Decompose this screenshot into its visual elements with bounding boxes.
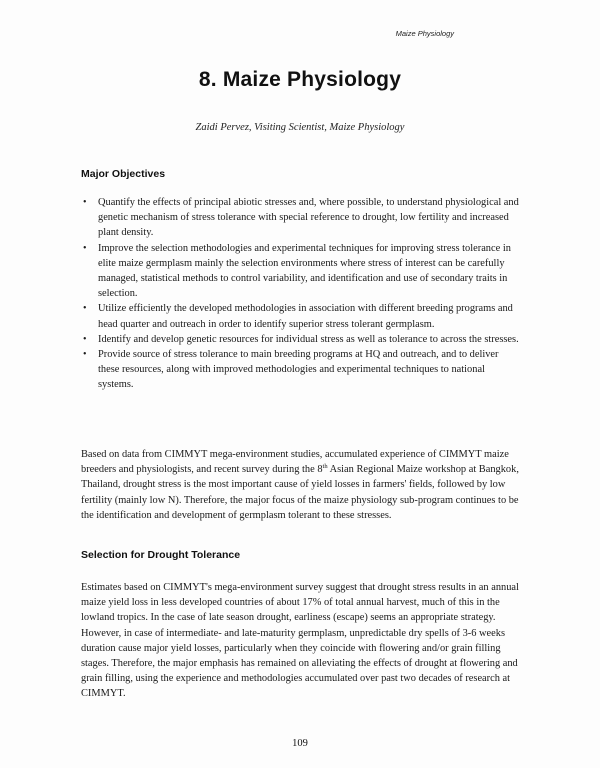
paragraph-text-part: Asian Regional Maize workshop at Bangkok, Thailand, drought stress is the most important cause of yield losses in farmers' fields, followed by low fertility (mainly low N). Therefore, the major focus of the maize physiology sub-program continues to be the identification and development of germplasm tolerant to these stresses. <box>81 464 519 521</box>
objective-item <box>81 241 521 302</box>
section-heading-drought-tolerance: Selection for Drought Tolerance <box>81 549 241 561</box>
author-line: Zaidi Pervez, Visiting Scientist, Maize Physiology <box>195 122 405 133</box>
intro-paragraph <box>81 447 521 523</box>
objective-text: Quantify the effects of principal abiotic stresses and, where possible, to understand physiological and genetic mechanism of stress tolerance with special reference to drought, low fertility and increased plant density. <box>98 197 519 239</box>
bullet-icon: • <box>83 349 87 361</box>
objective-item <box>81 332 521 347</box>
page-number: 109 <box>292 738 308 749</box>
drought-paragraph: Estimates based on CIMMYT's mega-environment survey suggest that drought stress results in an annual maize yield loss in less developed countries of about 17% of total annual harvest, much of this in the lowland tropics. In the case of late season drought, earliness (escape) seems an appropriate strategy. However, in case of intermediate- and late-maturity germplasm, unpredictable dry spells of 3-6 weeks duration cause major yield losses, particularly when they coincide with flowering and/or grain filling stages. Therefore, the major emphasis has remained on alleviating the effects of drought at flowering and grain filling, using the experience and methodologies accumulated over past two decades of research at CIMMYT. <box>81 582 519 700</box>
objective-text: Utilize efficiently the developed methodologies in association with different breeding programs and head quarter and outreach in order to identify superior stress tolerant germplasm. <box>98 303 513 330</box>
objectives-list <box>81 195 521 393</box>
section-heading-major-objectives: Major Objectives <box>81 168 166 180</box>
running-head: Maize Physiology <box>395 29 454 38</box>
bullet-icon: • <box>83 333 87 345</box>
objective-text: Provide source of stress tolerance to main breeding programs at HQ and outreach, and to deliver these resources, along with improved methodologies and experimental techniques to national systems. <box>98 349 499 391</box>
objective-item <box>81 195 521 241</box>
objective-text: Identify and develop genetic resources for individual stress as well as tolerance to across the stresses. <box>98 333 519 345</box>
superscript: th <box>322 463 328 471</box>
bullet-icon: • <box>83 303 87 315</box>
bullet-icon: • <box>83 242 87 254</box>
bullet-icon: • <box>83 197 87 208</box>
objective-text: Improve the selection methodologies and experimental techniques for improving stress tolerance in elite maize germplasm mainly the selection environments where stress of interest can be carefully managed, statistical methods to control variability, and identification and use of secondary traits in selection. <box>98 242 511 300</box>
objective-item <box>81 347 521 393</box>
paragraph-text-part: Based on data from CIMMYT mega-environment studies, accumulated experience of CIMMYT maize breeders and physiologists, and recent survey during the 8 <box>81 449 509 476</box>
objective-item <box>81 301 521 331</box>
chapter-title: 8. Maize Physiology <box>198 68 402 91</box>
